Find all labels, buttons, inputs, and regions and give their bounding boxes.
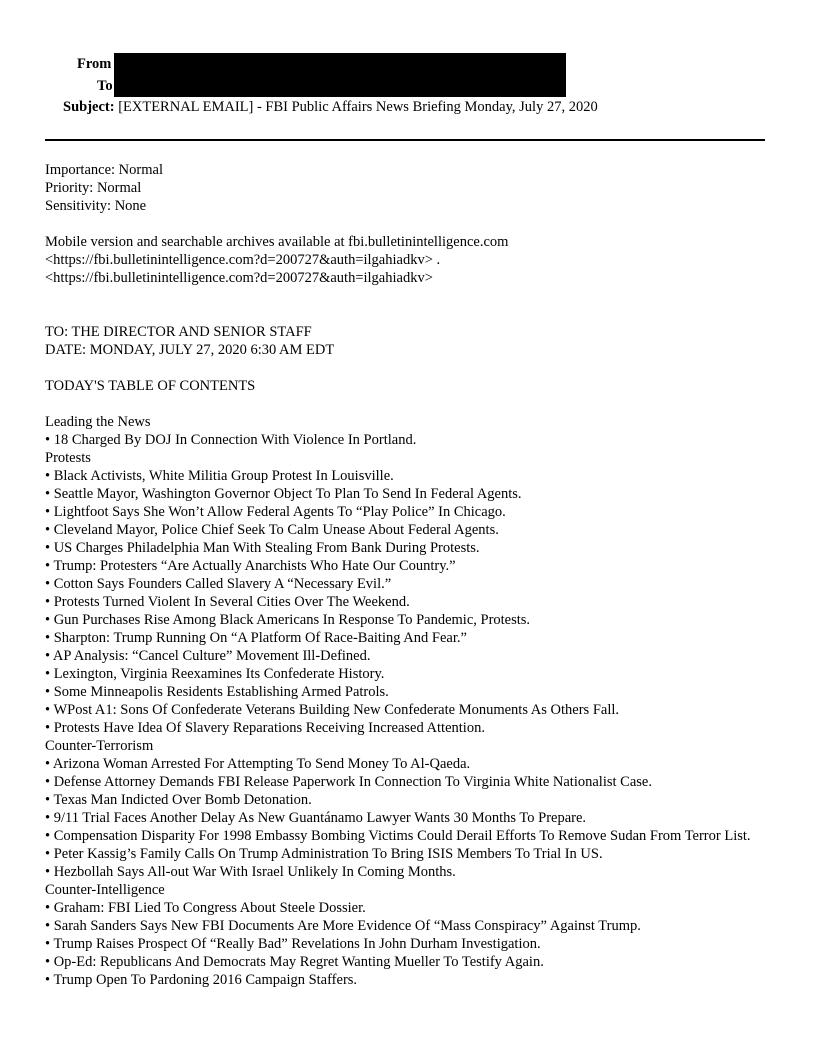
memo-to: TO: THE DIRECTOR AND SENIOR STAFF: [45, 324, 312, 340]
email-body: [45, 161, 770, 989]
toc-item: • Trump Open To Pardoning 2016 Campaign Staffers.: [45, 972, 358, 988]
toc-section-heading: Leading the News: [45, 414, 151, 430]
archive-link-1[interactable]: <https://fbi.bulletinintelligence.com?d=200727&auth=ilgahiadkv> .: [45, 252, 441, 268]
toc-item: • Lightfoot Says She Won’t Allow Federal Agents To “Play Police” In Chicago.: [45, 504, 506, 520]
toc-item: • Sarah Sanders Says New FBI Documents Are More Evidence Of “Mass Conspiracy” Against Trump.: [45, 918, 641, 934]
toc-item: • Hezbollah Says All-out War With Israel Unlikely In Coming Months.: [45, 864, 456, 880]
toc-section-heading: Protests: [45, 450, 91, 466]
sensitivity-line: Sensitivity: None: [45, 198, 147, 214]
subject-row: [63, 98, 598, 116]
priority-line: Priority: Normal: [45, 180, 142, 196]
header-divider: [45, 139, 765, 141]
toc-item: • 9/11 Trial Faces Another Delay As New Guantánamo Lawyer Wants 30 Months To Prepare.: [45, 810, 587, 826]
toc-item: • Protests Turned Violent In Several Cities Over The Weekend.: [45, 594, 410, 610]
to-label: To: [97, 78, 113, 94]
importance-line: Importance: Normal: [45, 162, 163, 178]
toc-item: • Op-Ed: Republicans And Democrats May Regret Wanting Mueller To Testify Again.: [45, 954, 544, 970]
mobile-version-line: Mobile version and searchable archives available at fbi.bulletinintelligence.com: [45, 234, 509, 250]
subject-label: Subject:: [63, 99, 115, 115]
toc-section-heading: Counter-Intelligence: [45, 882, 165, 898]
toc-item: • Peter Kassig’s Family Calls On Trump Administration To Bring ISIS Members To Trial In US.: [45, 846, 603, 862]
toc-section-heading: Counter-Terrorism: [45, 738, 154, 754]
archive-link-2[interactable]: <https://fbi.bulletinintelligence.com?d=200727&auth=ilgahiadkv>: [45, 270, 433, 286]
toc-item: • Texas Man Indicted Over Bomb Detonation.: [45, 792, 312, 808]
from-label: From: [77, 56, 112, 72]
toc-item: • 18 Charged By DOJ In Connection With Violence In Portland.: [45, 432, 417, 448]
toc-item: • Seattle Mayor, Washington Governor Object To Plan To Send In Federal Agents.: [45, 486, 522, 502]
toc-item: • Protests Have Idea Of Slavery Reparations Receiving Increased Attention.: [45, 720, 485, 736]
toc-item: • Black Activists, White Militia Group Protest In Louisville.: [45, 468, 394, 484]
toc-item: • Lexington, Virginia Reexamines Its Confederate History.: [45, 666, 385, 682]
toc-item: • WPost A1: Sons Of Confederate Veterans Building New Confederate Monuments As Others Fall.: [45, 702, 619, 718]
toc-item: • Trump Raises Prospect Of “Really Bad” Revelations In John Durham Investigation.: [45, 936, 541, 952]
toc-item: • US Charges Philadelphia Man With Stealing From Bank During Protests.: [45, 540, 480, 556]
toc-item: • Sharpton: Trump Running On “A Platform Of Race-Baiting And Fear.”: [45, 630, 467, 646]
toc-item: • Some Minneapolis Residents Establishing Armed Patrols.: [45, 684, 389, 700]
toc-item: • Cotton Says Founders Called Slavery A “Necessary Evil.”: [45, 576, 392, 592]
redaction-block: [114, 53, 566, 97]
toc-item: • Arizona Woman Arrested For Attempting To Send Money To Al-Qaeda.: [45, 756, 471, 772]
table-of-contents: [45, 413, 770, 989]
toc-item: • Cleveland Mayor, Police Chief Seek To Calm Unease About Federal Agents.: [45, 522, 499, 538]
subject-text: [EXTERNAL EMAIL] - FBI Public Affairs News Briefing Monday, July 27, 2020: [118, 99, 598, 115]
toc-item: • Compensation Disparity For 1998 Embassy Bombing Victims Could Derail Efforts To Remove Sudan From Terror List.: [45, 828, 751, 844]
toc-item: • Gun Purchases Rise Among Black Americans In Response To Pandemic, Protests.: [45, 612, 531, 628]
toc-item: • Defense Attorney Demands FBI Release Paperwork In Connection To Virginia White Nationalist Case.: [45, 774, 652, 790]
toc-item: • Trump: Protesters “Are Actually Anarchists Who Hate Our Country.”: [45, 558, 456, 574]
toc-item: • AP Analysis: “Cancel Culture” Movement Ill-Defined.: [45, 648, 371, 664]
memo-date: DATE: MONDAY, JULY 27, 2020 6:30 AM EDT: [45, 342, 335, 358]
toc-title: TODAY'S TABLE OF CONTENTS: [45, 378, 256, 394]
toc-item: • Graham: FBI Lied To Congress About Steele Dossier.: [45, 900, 366, 916]
